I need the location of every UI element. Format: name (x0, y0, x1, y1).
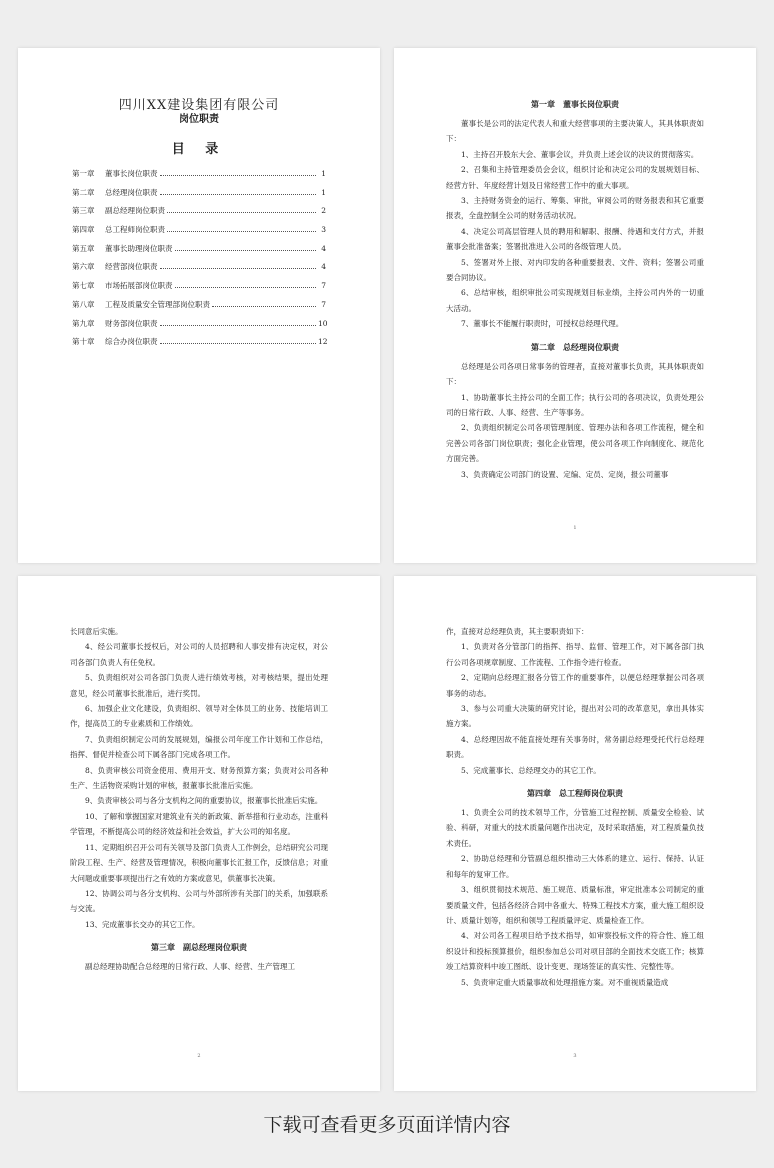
paragraph: 7、董事长不能履行职责时，可授权总经理代理。 (461, 319, 624, 329)
toc-leader (212, 306, 316, 307)
paragraph: 3、负责确定公司部门的设置、定编、定员、定岗，报公司董事 (461, 469, 669, 479)
toc-entry (72, 261, 326, 280)
toc-page: 1 (321, 169, 326, 178)
paragraph-continuation: 作，直接对总经理负责，其主要职责如下： (446, 627, 589, 636)
toc-chapter: 第四章 (72, 225, 95, 235)
page-number: 2 (197, 1053, 201, 1059)
paragraph: 12、协调公司与各分支机构、公司与外部所涉有关部门的关系，加强联系与交流。 (70, 888, 328, 914)
toc-entry (72, 187, 326, 206)
toc-title: 综合办岗位职责 (105, 337, 158, 347)
paragraph: 2、协助总经理和分管副总组织推动三大体系的建立、运行、保持、认证和每年的复审工作。 (446, 854, 704, 879)
paragraph: 总经理是公司各项日常事务的管理者，直接对董事长负责，其具体职责如下： (446, 361, 704, 387)
paragraph: 13、完成董事长交办的其它工作。 (85, 919, 200, 929)
toc-title: 董事长助理岗位职责 (105, 243, 173, 253)
toc-chapter: 第二章 (72, 187, 95, 197)
toc-chapter: 第一章 (72, 169, 95, 178)
paragraph: 5、签署对外上报、对内印发的各种重要报表、文件、资料；签署公司重要合同协议。 (446, 257, 704, 283)
toc-title: 副总经理岗位职责 (105, 206, 165, 216)
paragraph: 11、定期组织召开公司有关领导及部门负责人工作例会，总结研究公司现阶段工程、生产、经营及管理情况，积极向董事长汇报工作，反馈信息；对重大问题或重要事项提出行之有效的方案或意见，供董事长决策。 (70, 842, 328, 883)
paragraph: 2、负责组织制定公司各项管理制度、管理办法和各项工作流程，健全和完善公司各部门岗位职责；强化企业管理，使公司各项工作向制度化、规范化方面完善。 (446, 423, 704, 464)
paragraph: 10、了解和掌握国家对建筑业有关的新政策、新举措和行业动态，注重科学管理，不断提高公司的经济效益和社会效益，扩大公司的知名度。 (70, 811, 328, 837)
toc-chapter: 第五章 (72, 243, 95, 253)
chapter-heading: 第三章 副总经理岗位职责 (151, 942, 247, 953)
paragraph: 副总经理协助配合总经理的日常行政、人事、经营、生产管理工 (85, 962, 295, 972)
paragraph: 5、负责审定重大质量事故和处理措施方案。对不重视质量造成 (461, 977, 669, 987)
page-body (70, 624, 328, 975)
toc-leader (160, 194, 317, 195)
toc-title: 经营部岗位职责 (105, 262, 158, 272)
toc-page: 7 (321, 299, 326, 309)
toc-leader (160, 175, 317, 176)
toc-entry (72, 224, 326, 243)
toc-page: 2 (321, 206, 326, 216)
toc-title: 工程及质量安全管理部岗位职责 (105, 299, 210, 309)
toc-chapter: 第三章 (72, 206, 95, 216)
page-2 (394, 48, 756, 563)
paragraph: 4、经公司董事长授权后，对公司的人员招聘和人事安排有决定权，对公司各部门负责人有任免权。 (70, 642, 328, 667)
paragraph: 4、决定公司高层管理人员的聘用和解职、报酬、待遇和支付方式，并报董事会批准备案；签署批准进入公司的各级管理人员。 (446, 226, 704, 252)
toc-entry (72, 243, 326, 262)
toc-leader (175, 287, 317, 288)
toc-chapter: 第九章 (72, 318, 95, 328)
paragraph: 2、定期向总经理汇报各分管工作的重要事件，以便总经理掌握公司各项事务的动态。 (446, 673, 704, 698)
paragraph: 1、协助董事长主持公司的全面工作；执行公司的各项决议，负责处理公司的日常行政、人事、经营、生产等事务。 (446, 392, 704, 417)
toc-entry (72, 205, 326, 224)
toc-heading: 目 录 (171, 142, 227, 157)
page-number: 1 (573, 525, 577, 531)
toc-chapter: 第六章 (72, 262, 95, 272)
toc-title: 总工程师岗位职责 (105, 225, 165, 235)
toc-entry (72, 299, 326, 318)
paragraph: 8、负责审核公司资金使用、费用开支、财务预算方案；负责对公司各种生产、生活物资采购计划的审核，报董事长批准后实施。 (70, 765, 328, 791)
paragraph: 7、负责组织制定公司的发展规划，编报公司年度工作计划和工作总结，指挥、督促并检查公司下属各部门完成各项工作。 (70, 734, 328, 760)
paragraph: 6、加强企业文化建设，负责组织、领导对全体员工的业务、技能培训工作，提高员工的专业素质和工作绩效。 (70, 704, 328, 729)
chapter-heading: 第四章 总工程师岗位职责 (527, 788, 623, 799)
paragraph: 9、负责审核公司与各分支机构之间的重要协议，报董事长批准后实施。 (85, 796, 323, 806)
toc-chapter: 第八章 (72, 299, 95, 309)
toc-page: 1 (321, 187, 326, 197)
toc-page: 3 (321, 225, 326, 235)
paragraph: 3、参与公司重大决策的研究讨论，提出对公司的改革意见，拿出具体实施方案。 (446, 704, 704, 729)
toc-page: 4 (321, 262, 326, 272)
page-body (446, 96, 704, 482)
toc-leader (160, 343, 317, 344)
toc-entry (72, 318, 326, 337)
toc-leader (160, 268, 317, 269)
toc-page: 10 (318, 318, 328, 328)
toc-chapter: 第七章 (72, 281, 95, 291)
company-name: 四川XX建设集团有限公司 (118, 98, 280, 113)
paragraph: 4、总经理因故不能直接处理有关事务时，常务副总经理受托代行总经理职责。 (446, 734, 704, 760)
toc-page: 12 (318, 337, 328, 347)
toc-leader (175, 250, 317, 251)
toc-title: 财务部岗位职责 (105, 318, 158, 328)
toc-entry (72, 336, 326, 355)
page-4 (394, 576, 756, 1091)
paragraph: 6、总结审核，组织审批公司实现规划目标业绩，主持公司内外的一切重大活动。 (446, 288, 704, 313)
page-1-toc (18, 48, 380, 563)
table-of-contents (72, 168, 326, 355)
document-title: 岗位职责 (179, 114, 219, 125)
toc-leader (167, 231, 316, 232)
paragraph: 1、负责全公司的技术领导工作，分管施工过程控制、质量安全检验、试验、科研，对重大的技术质量问题作出决定，及时采取措施，对工程质量负技术责任。 (446, 808, 704, 848)
toc-chapter: 第十章 (72, 337, 95, 347)
toc-entry (72, 168, 326, 187)
page-number: 3 (573, 1053, 577, 1059)
toc-title: 总经理岗位职责 (105, 187, 158, 197)
paragraph: 4、对公司各工程项目给予技术指导，如审察投标文件的符合性、施工组织设计和投标预算报价，组织参加总公司对项目部的全面技术交底工作；核算竣工结算资料中竣工图纸、设计变更、现场签证的真实性、完整性等。 (446, 931, 704, 972)
paragraph-continuation: 长同意后实施。 (70, 627, 123, 636)
toc-leader (167, 212, 316, 213)
paragraph: 5、负责组织对公司各部门负责人进行绩效考核，对考核结果，提出处理意见，经公司董事长批准后，进行奖罚。 (70, 673, 328, 698)
chapter-heading: 第一章 董事长岗位职责 (531, 99, 619, 109)
paragraph: 1、主持召开股东大会、董事会议，并负责上述会议的决议的贯彻落实。 (461, 149, 699, 159)
toc-page: 4 (321, 243, 326, 253)
page-body (446, 624, 704, 990)
toc-title: 董事长岗位职责 (105, 169, 158, 178)
paragraph: 1、负责对各分管部门的指挥、指导、监督、管理工作，对下属各部门执行公司各项规章制度、工作流程、工作指令进行检查。 (446, 642, 704, 667)
toc-title: 市场拓展部岗位职责 (105, 281, 173, 291)
download-caption: 下载可查看更多页面详情内容 (263, 1114, 511, 1136)
toc-page: 7 (321, 281, 326, 291)
chapter-heading: 第二章 总经理岗位职责 (531, 341, 619, 352)
page-3 (18, 576, 380, 1091)
toc-entry (72, 280, 326, 299)
paragraph: 2、召集和主持管理委员会会议，组织讨论和决定公司的发展规划目标、经营方针、年度经营计划及日常经营工作中的重大事项。 (446, 165, 704, 190)
paragraph: 3、主持财务资金的运行、筹集、审批，审阅公司的财务报表和其它重要报表，全盘控制全公司的财务活动状况。 (446, 196, 704, 221)
paragraph: 5、完成董事长、总经理交办的其它工作。 (461, 765, 601, 775)
paragraph: 董事长是公司的法定代表人和重大经营事项的主要决策人，其具体职责如下： (446, 119, 704, 144)
toc-leader (160, 325, 317, 326)
paragraph: 3、组织贯彻技术规范、施工规范、质量标准，审定批准本公司制定的重要质量文件，包括各经济合同中各重大、特殊工程技术方案，重大施工组织设计、质量计划等，组织和领导工程质量评定、质量检查工作。 (446, 885, 704, 925)
